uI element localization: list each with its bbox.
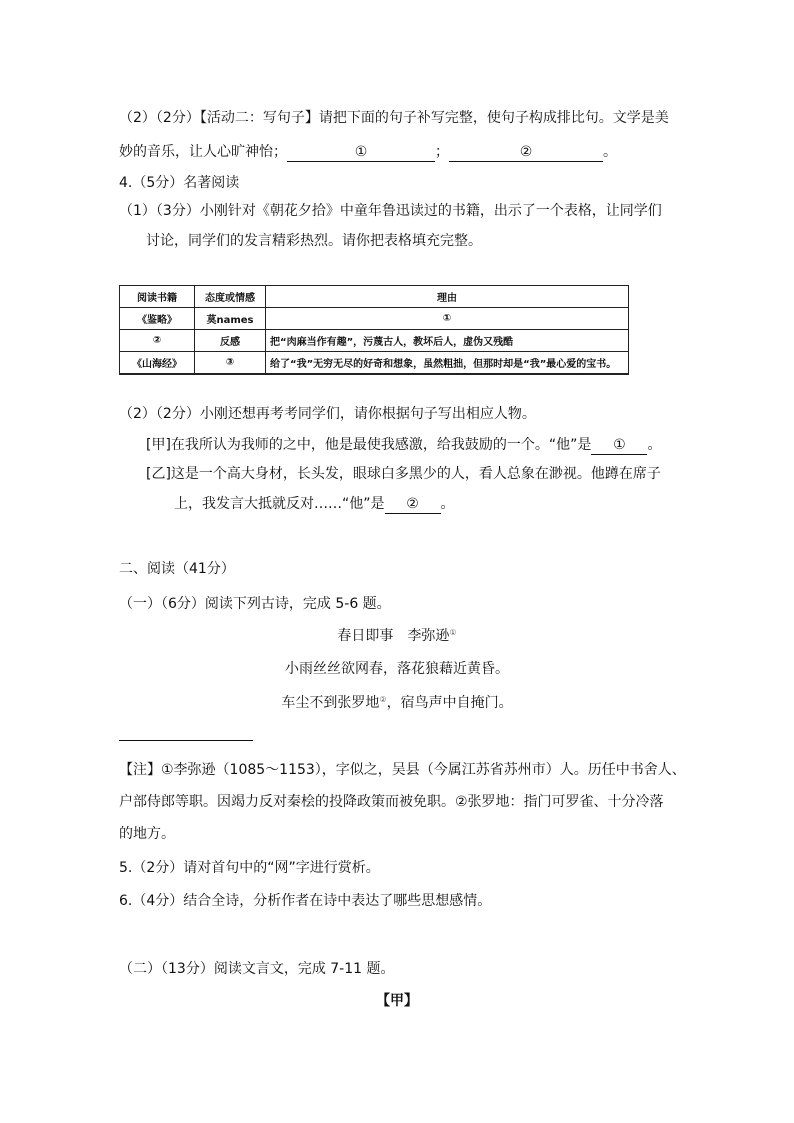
- section2-sub1: （一）（6分）阅读下列古诗，完成 5-6 题。: [119, 596, 391, 612]
- section2-heading: 二、阅读（41分）: [119, 561, 235, 577]
- poem-title-text: 春日即事 李弥逊: [337, 628, 450, 644]
- table-cell: 《山海经》: [120, 352, 195, 375]
- yi-text: 上，我发言大抵就反对……“他”是: [174, 496, 385, 512]
- table-cell-blank[interactable]: ②: [120, 330, 195, 352]
- poem-line-2-text: 车尘不到张罗地: [281, 695, 380, 711]
- note-marker: ①: [449, 628, 457, 637]
- q4-yi-line1: [乙]这是一个高大身材，长头发，眼球白多黑少的人，看人总象在渺视。他蹲在席子: [146, 466, 661, 482]
- poem-title: [0, 626, 794, 646]
- separator: ；: [435, 144, 449, 160]
- q3-part2-text: 妙的音乐，让人心旷神怡；: [119, 144, 287, 160]
- q4-yi-line2: [174, 494, 455, 514]
- passage-jia-label: 【甲】: [376, 993, 418, 1009]
- table-cell: 反感: [195, 330, 266, 352]
- note-line-3: 的地方。: [119, 826, 175, 842]
- question-5: 5.（2分）请对首句中的“网”字进行赏析。: [119, 860, 380, 876]
- q4-part1-line1: （1）（3分）小刚针对《朝花夕拾》中童年鲁迅读过的书籍，出示了一个表格，让同学们: [119, 203, 662, 219]
- q4-heading: 4.（5分）名著阅读: [119, 175, 240, 191]
- note-line-2: 户部侍郎等职。因竭力反对秦桧的投降政策而被免职。②张罗地：指门可罗雀、十分冷落: [119, 794, 664, 810]
- poem-line-1: 小雨丝丝欲网春，落花狼藉近黄昏。: [285, 661, 509, 677]
- end-mark: 。: [440, 496, 455, 512]
- table-row: [120, 330, 629, 352]
- answer-blank-2[interactable]: ②: [449, 143, 603, 162]
- q4-part1-line2: 讨论，同学们的发言精彩热烈。请你把表格填充完整。: [146, 233, 482, 249]
- q4-jia-line: [146, 435, 661, 455]
- q3-part2-line1: （2）（2分）【活动二：写句子】请把下面的句子补写完整，使句子构成排比句。文学是美: [119, 110, 669, 126]
- poem-line-2-rest: ，宿鸟声中自掩门。: [386, 695, 513, 711]
- table-cell-blank[interactable]: ①: [266, 308, 629, 330]
- table-cell: 莫names: [195, 308, 266, 330]
- end-mark: 。: [647, 437, 662, 453]
- question-6: 6.（4分）结合全诗，分析作者在诗中表达了哪些思想感情。: [119, 893, 492, 909]
- section2-sub2: （二）（13分）阅读文言文，完成 7-11 题。: [119, 961, 395, 977]
- q4-part2-line: （2）（2分）小刚还想再考考同学们，请你根据句子写出相应人物。: [119, 406, 536, 422]
- answer-blank-1[interactable]: ①: [287, 143, 435, 162]
- note-marker: ②: [379, 695, 387, 704]
- footnote-divider: [119, 740, 253, 741]
- answer-blank-jia[interactable]: ①: [591, 436, 647, 455]
- header-cell: 理由: [266, 286, 629, 308]
- table-header-row: [120, 286, 629, 308]
- answer-blank-yi[interactable]: ②: [385, 495, 441, 514]
- table-cell-blank[interactable]: ③: [195, 352, 266, 375]
- q3-part2-line2: [119, 142, 617, 162]
- table-row: [120, 308, 629, 330]
- header-cell: 态度或情感: [195, 286, 266, 308]
- table-cell: 把“肉麻当作有趣”，污蔑古人，教坏后人，虚伪又残酷: [266, 330, 629, 352]
- jia-text: [甲]在我所认为我师的之中，他是最使我感激，给我鼓励的一个。“他”是: [146, 437, 592, 453]
- header-cell: 阅读书籍: [120, 286, 195, 308]
- table-row: [120, 352, 629, 375]
- reading-table: [119, 285, 629, 375]
- table-cell: 《鉴略》: [120, 308, 195, 330]
- note-line-1: 【注】①李弥逊（1085～1153），字似之，吴县（今属江苏省苏州市）人。历任中书舍人、: [119, 762, 686, 778]
- end-mark: 。: [603, 144, 617, 160]
- poem-line-2: [0, 693, 794, 713]
- table-cell: 给了“我”无穷无尽的好奇和想象，虽然粗拙，但那时却是“我”最心爱的宝书。: [266, 352, 629, 375]
